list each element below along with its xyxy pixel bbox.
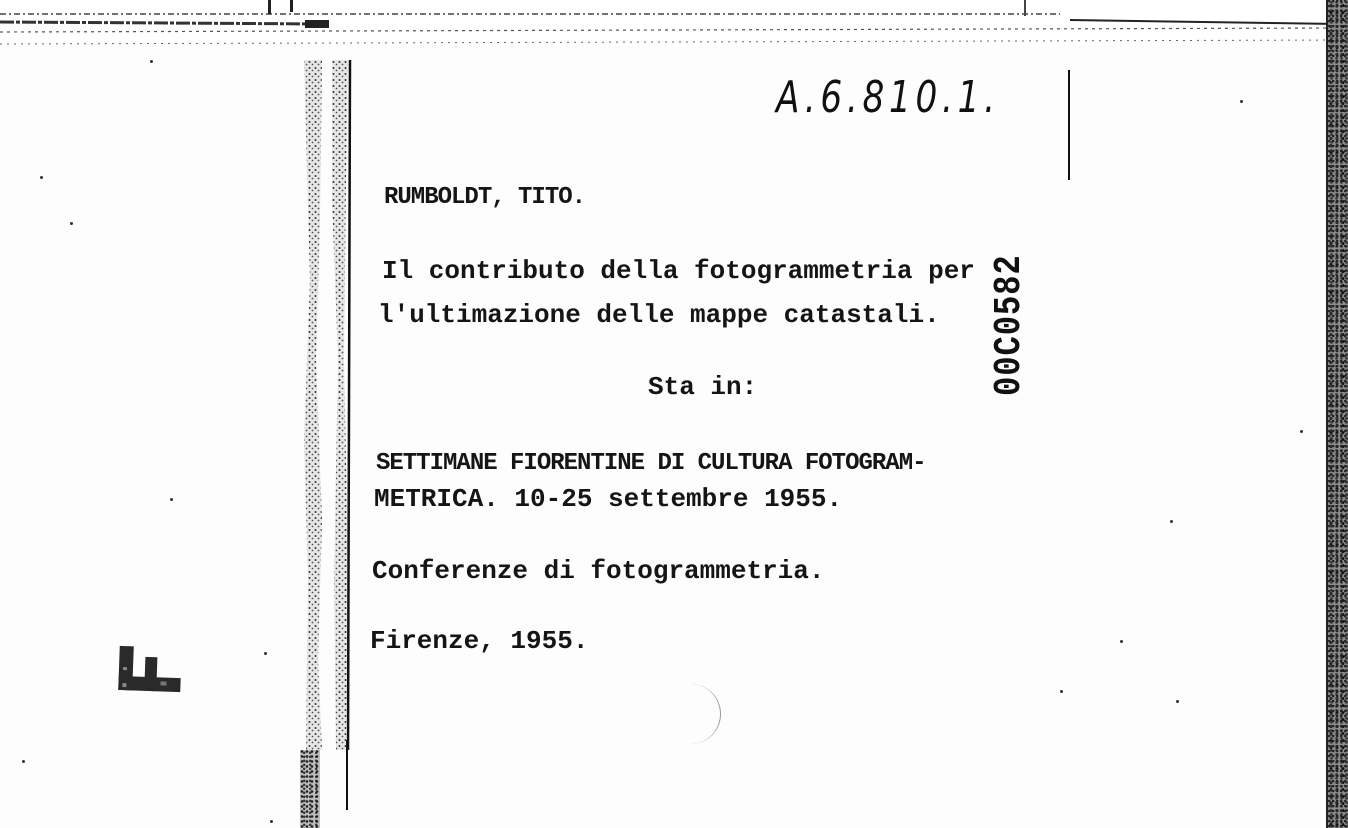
speck [22,760,25,763]
series-line-1: SETTIMANE FIORENTINE DI CULTURA FOTOGRAM- [376,450,926,477]
binding-strip [302,60,360,750]
title-line-1: Il contributo della fotogrammetria per [382,256,975,286]
right-edge-border [1326,0,1348,828]
speck [1300,430,1303,433]
speck [1060,690,1063,693]
speck [264,652,267,655]
binding-rule-lower [346,740,348,810]
speck [170,498,173,501]
speck [40,176,43,179]
speck [1170,520,1173,523]
stamp-f-icon [114,640,186,698]
top-edge [0,0,1340,46]
imprint-line: Firenze, 1955. [370,626,589,656]
speck [270,820,273,823]
speck [1120,640,1123,643]
right-rule-line [1068,70,1070,180]
speck [1240,100,1243,103]
speck [150,60,153,63]
conference-line: Conferenze di fotogrammetria. [372,556,825,586]
author-heading: RUMBOLDT, TITO. [384,184,586,211]
in-label: Sta in: [648,372,758,402]
inventory-number: 00C0582 [988,254,1031,396]
speck [1176,700,1179,703]
title-line-2: l'ultimazione delle mappe catastali. [378,300,940,330]
speck [70,222,73,225]
call-number: A.6.810.1. [776,72,1000,123]
faint-mark [690,684,721,744]
series-line-2: METRICA. 10-25 settembre 1955. [374,484,843,514]
binding-strip-lower [300,750,320,828]
